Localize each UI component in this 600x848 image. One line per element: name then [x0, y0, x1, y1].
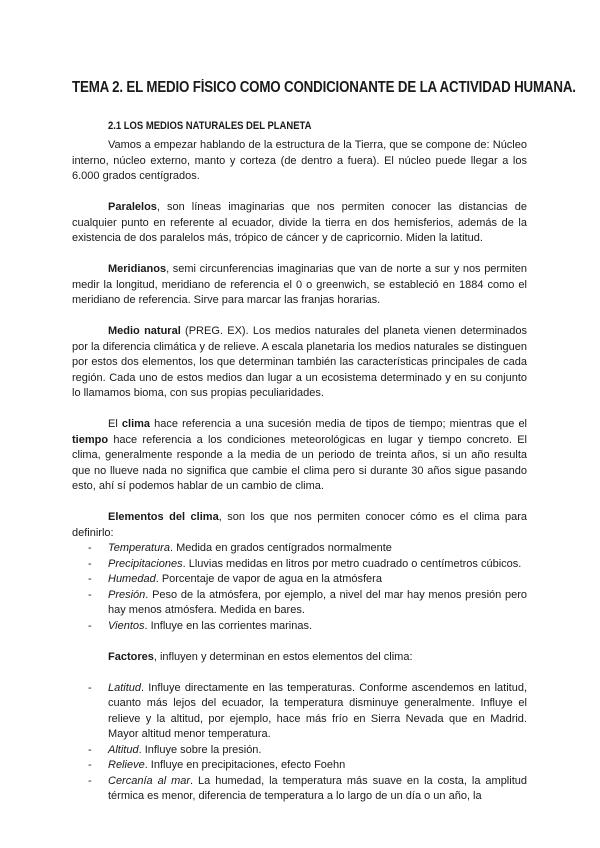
paralelos-paragraph: [72, 200, 527, 247]
list-item: [72, 541, 527, 557]
item-term: Relieve: [108, 759, 145, 771]
clima-term: clima: [121, 418, 151, 430]
list-item: [72, 619, 527, 635]
item-text: . Influye directamente en las temperaturas. Conforme ascendemos en latitud, cuanto más lejos del ecuador, la temperatura disminuye generalmente. Influye el relieve y la altitud, por ejemplo, hace más frío en Sierra Nevada que en Madrid. Mayor altitud menor temperatura.: [108, 681, 527, 740]
item-text: . La humedad, la temperatura más suave en la costa, la amplitud térmica es menor, diferencia de temperatura a lo largo de un día o un año, la: [108, 774, 527, 802]
item-text: . Influye sobre la presión.: [138, 743, 262, 756]
elementos-paragraph: [72, 510, 527, 541]
list-dash: -: [88, 681, 92, 694]
list-dash: -: [88, 774, 92, 787]
list-dash: -: [88, 743, 92, 756]
item-term: Precipitaciones: [108, 557, 183, 570]
paralelos-term: Paralelos: [108, 201, 157, 213]
item-text: . Influye en las corrientes marinas.: [144, 619, 313, 632]
medio-natural-term: Medio natural: [108, 325, 181, 337]
list-dash: -: [88, 759, 92, 771]
list-dash: -: [88, 542, 92, 554]
medio-natural-text: (PREG. EX). Los medios naturales del planeta vienen determinados por la diferencia climática y de relieve. A escala planetaria los medios naturales se distinguen por estos dos elementos, los que determinan también las características principales de cada región. Cada uno de estos medios dan lugar a un ecosistema determinado y en su conjunto lo llamamos bioma, con sus propias peculiaridades.: [72, 325, 527, 399]
elementos-list: [72, 541, 527, 634]
clima-paragraph: [72, 417, 527, 495]
item-text: . Medida en grados centígrados normalmente: [169, 542, 392, 554]
factores-term: Factores: [108, 650, 154, 663]
elementos-text: , son los que nos permiten conocer cómo es el clima para definirlo:: [72, 511, 527, 539]
item-term: Humedad: [108, 573, 156, 585]
item-text: . Peso de la atmósfera, por ejemplo, a nivel del mar hay menos presión pero hay menos atmósfera. Medida en bares.: [108, 588, 527, 616]
item-term: Temperatura: [108, 542, 170, 554]
factores-paragraph: [72, 650, 527, 666]
meridianos-text: , semi circunferencias imaginarias que van de norte a sur y nos permiten medir la longitud, meridiano de referencia el 0 o greenwich, se estableció en 1884 como el meridiano de referencia. Sirve para marcar las franjas horarias.: [72, 263, 527, 306]
factores-list: [72, 681, 527, 805]
meridianos-term: Meridianos: [108, 263, 167, 275]
list-dash: -: [88, 557, 92, 570]
clima-post: hace referencia a los condiciones meteorológicas en lugar y tiempo concreto. El clima, generalmente responde a la media de un periodo de treinta años, si un año resulta que no llueve nada no significa que cambie el clima pero si durante 30 años sigue pasando esto, ahí sí podemos hablar de un cambio de clima.: [72, 433, 527, 492]
item-term: Altitud: [108, 743, 139, 756]
item-text: . Influye en precipitaciones, efecto Foehn: [144, 759, 346, 771]
page-title: TEMA 2. EL MEDIO FÍSICO COMO CONDICIONANTE DE LA ACTIVIDAD HUMANA.: [72, 79, 576, 96]
paralelos-text: , son líneas imaginarias que nos permiten conocer las distancias de cualquier punto en referente al ecuador, divide la tierra en dos hemisferios, además de la existencia de dos paralelos más, trópico de cáncer y de capricornio. Miden la latitud.: [72, 201, 527, 244]
section-heading: 2.1 LOS MEDIOS NATURALES DEL PLANETA: [108, 120, 312, 132]
list-item: [72, 758, 527, 774]
list-dash: -: [88, 588, 92, 601]
intro-paragraph: Vamos a empezar hablando de la estructura de la Tierra, que se compone de: Núcleo interno, núcleo externo, manto y corteza (de dentro a fuera). El núcleo puede llegar a los 6.000 grados centígrados.: [72, 139, 527, 182]
item-term: Cercanía al mar: [108, 774, 191, 787]
list-item: [72, 588, 527, 619]
tiempo-term: tiempo: [72, 433, 109, 446]
list-item: [72, 743, 527, 759]
item-text: . Porcentaje de vapor de agua en la atmósfera: [155, 573, 382, 585]
elementos-term: Elementos del clima: [108, 511, 219, 523]
list-item: [72, 681, 527, 743]
item-text: . Lluvias medidas en litros por metro cuadrado o centímetros cúbicos.: [182, 557, 522, 570]
item-term: Vientos: [108, 619, 145, 632]
list-item: [72, 557, 527, 573]
meridianos-paragraph: [72, 262, 527, 309]
item-term: Latitud: [108, 681, 142, 694]
clima-pre: El: [108, 418, 122, 430]
list-item: [72, 774, 527, 805]
list-dash: -: [88, 573, 92, 585]
list-item: [72, 572, 527, 588]
document-body: [72, 138, 527, 805]
clima-mid: hace referencia a una sucesión media de tipos de tiempo; mientras que el: [150, 418, 528, 430]
list-dash: -: [88, 619, 92, 632]
medio-natural-paragraph: [72, 324, 527, 402]
factores-text: , influyen y determinan en estos elementos del clima:: [153, 650, 413, 663]
item-term: Presión: [108, 588, 146, 601]
